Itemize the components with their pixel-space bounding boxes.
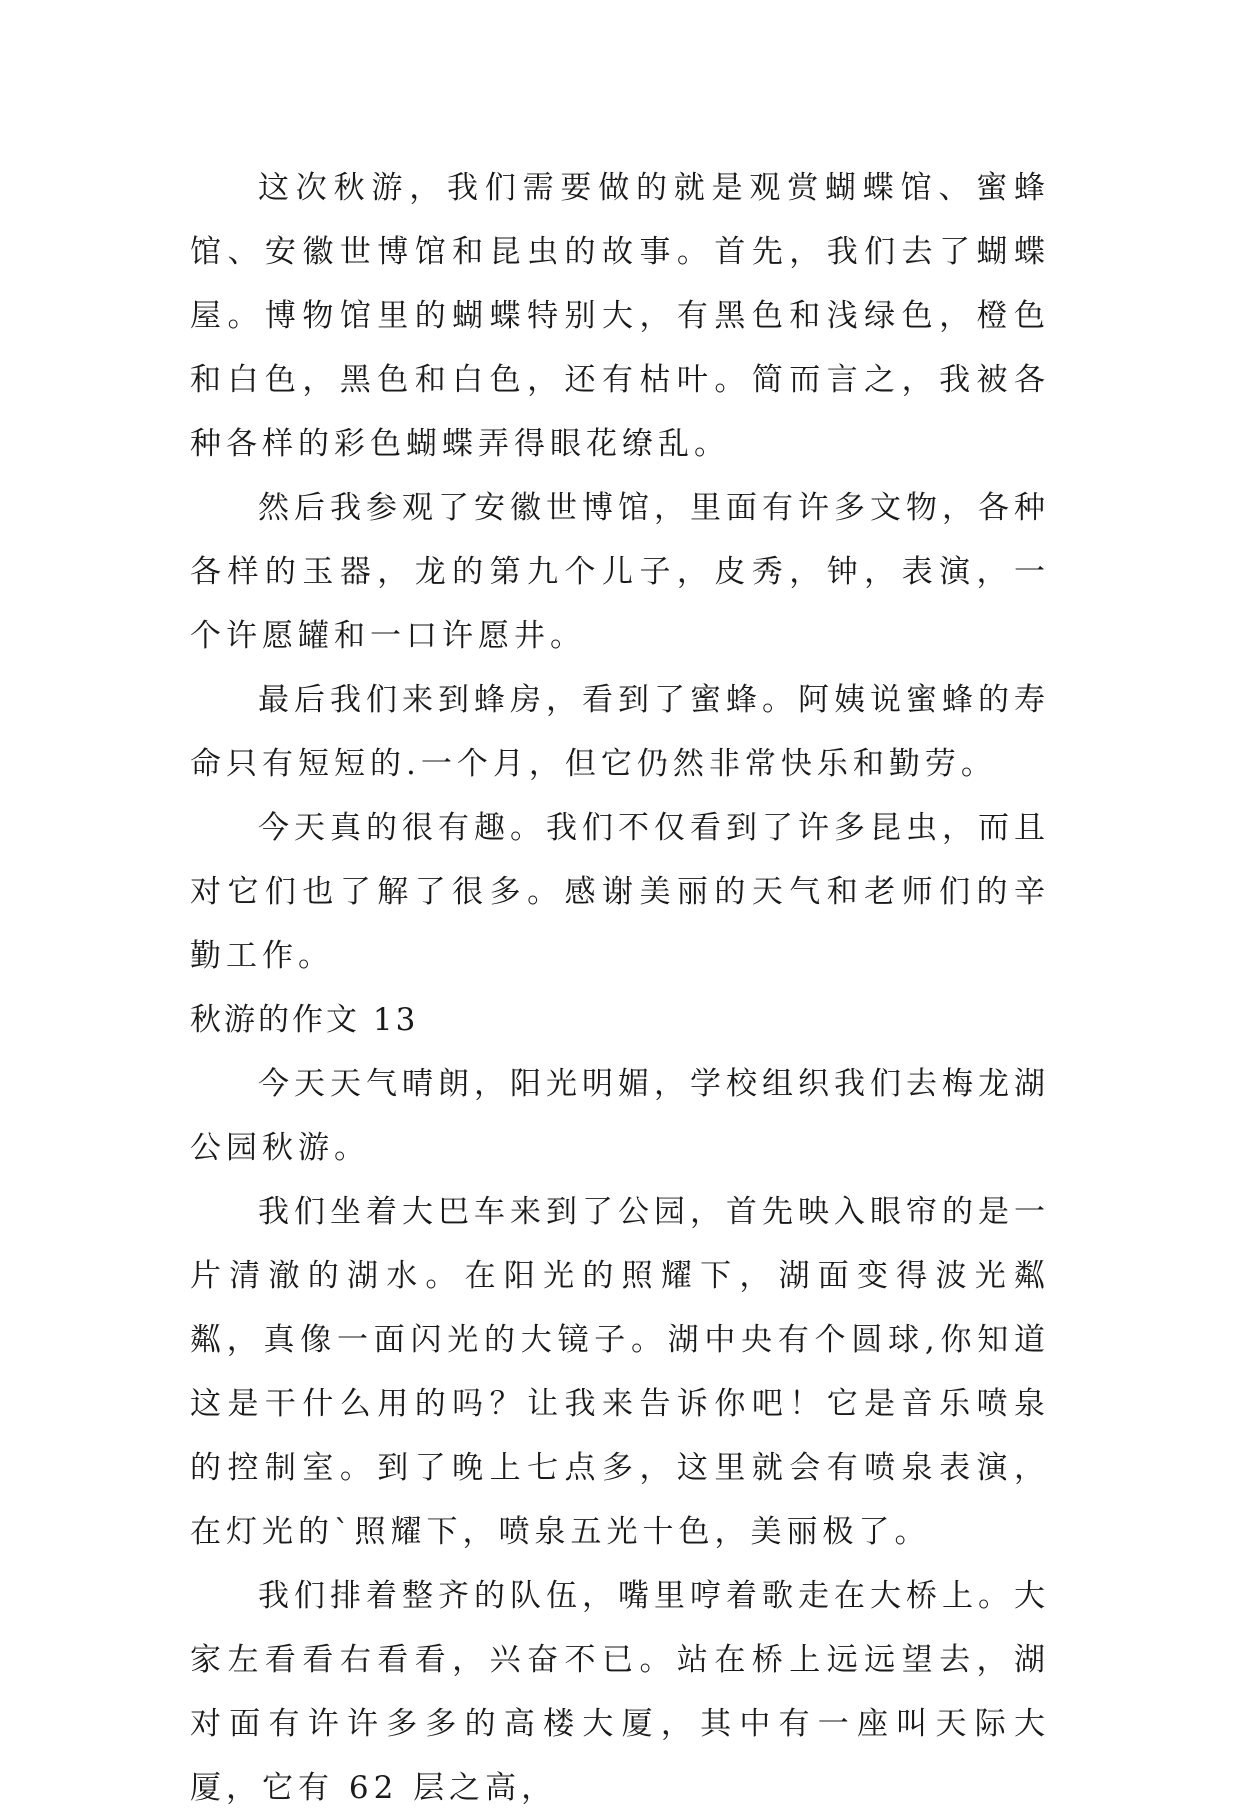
paragraph: 我们坐着大巴车来到了公园，首先映入眼帘的是一片清澈的湖水。在阳光的照耀下，湖面变得波光粼粼，真像一面闪光的大镜子。湖中央有个圆球,你知道这是干什么用的吗？让我来告诉你吧！它是音乐喷泉的控制室。到了晚上七点多，这里就会有喷泉表演，在灯光的`照耀下，喷泉五光十色，美丽极了。 <box>190 1194 1050 1550</box>
paragraph: 这次秋游，我们需要做的就是观赏蝴蝶馆、蜜蜂馆、安徽世博馆和昆虫的故事。首先，我们去了蝴蝶屋。博物馆里的蝴蝶特别大，有黑色和浅绿色，橙色和白色，黑色和白色，还有枯叶。简而言之，我被各种各样的彩色蝴蝶弄得眼花缭乱。 <box>190 170 1050 462</box>
document-body <box>190 156 1050 1820</box>
paragraph: 然后我参观了安徽世博馆，里面有许多文物，各种各样的玉器，龙的第九个儿子，皮秀，钟，表演，一个许愿罐和一口许愿井。 <box>190 490 1050 654</box>
paragraph: 今天真的很有趣。我们不仅看到了许多昆虫，而且对它们也了解了很多。感谢美丽的天气和老师们的辛勤工作。 <box>190 810 1050 974</box>
paragraph: 最后我们来到蜂房，看到了蜜蜂。阿姨说蜜蜂的寿命只有短短的.一个月，但它仍然非常快乐和勤劳。 <box>190 682 1050 782</box>
paragraph: 我们排着整齐的队伍，嘴里哼着歌走在大桥上。大家左看看右看看，兴奋不已。站在桥上远远望去，湖对面有许许多多的高楼大厦，其中有一座叫天际大厦，它有 62 层之高， <box>190 1578 1050 1806</box>
section-heading: 秋游的作文 13 <box>190 1002 419 1038</box>
paragraph: 今天天气晴朗，阳光明媚，学校组织我们去梅龙湖公园秋游。 <box>190 1066 1050 1166</box>
